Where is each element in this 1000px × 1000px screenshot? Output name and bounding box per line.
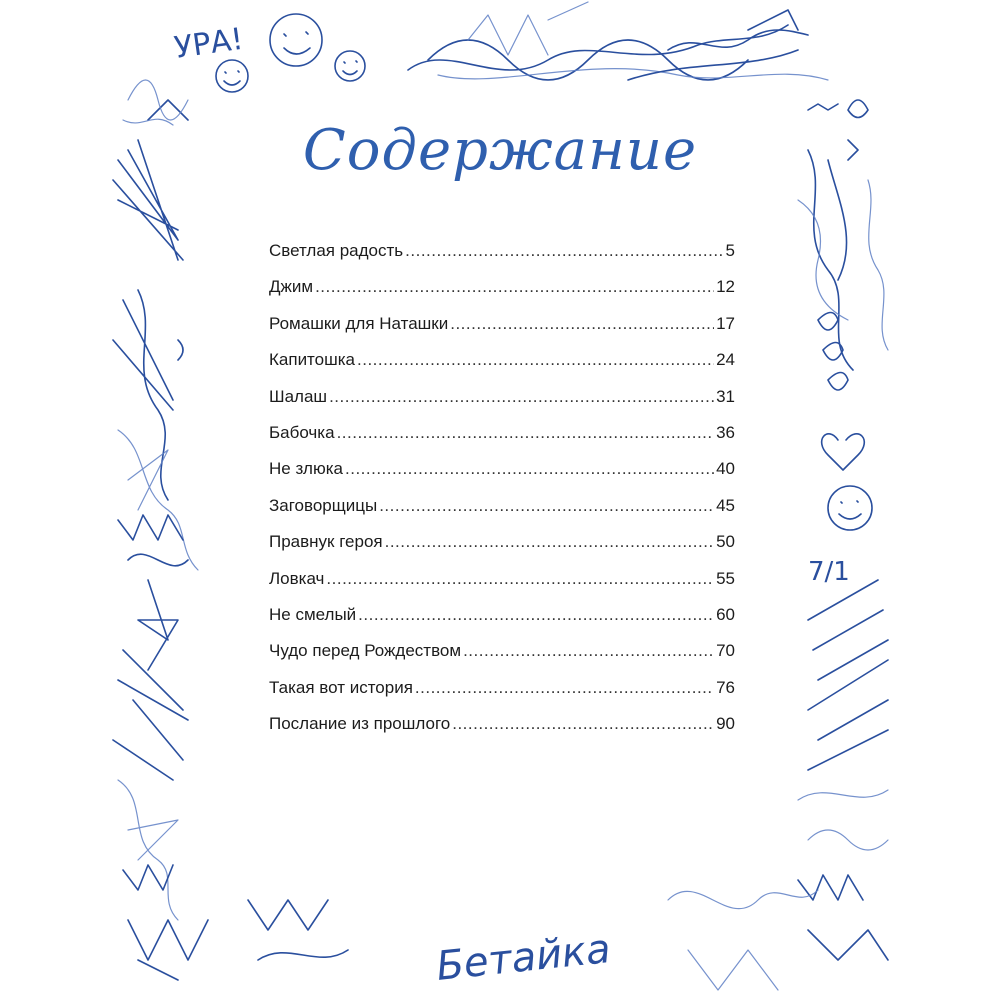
right-scribble-5 xyxy=(798,790,888,850)
heart-doodle xyxy=(822,434,865,470)
ura-doodle: УРА! xyxy=(172,21,246,66)
toc-entry-title: Не злюка xyxy=(269,459,343,479)
toc-entry-title: Правнук героя xyxy=(269,532,383,552)
toc-entry-page: 40 xyxy=(716,459,735,479)
toc-entry-title: Ромашки для Наташки xyxy=(269,313,449,333)
bottom-scribble-1 xyxy=(248,900,348,960)
toc-leader-dots xyxy=(379,496,714,516)
toc-leader-dots xyxy=(329,387,714,407)
toc-entry[interactable] xyxy=(269,277,735,313)
left-scribble-3 xyxy=(113,290,183,500)
toc-entry[interactable] xyxy=(269,714,735,750)
smiley-face-right xyxy=(839,501,861,519)
toc-leader-dots xyxy=(385,532,714,552)
smiley-face-small xyxy=(224,71,240,85)
toc-entry-page: 31 xyxy=(716,386,735,406)
right-scribble-3 xyxy=(818,313,848,391)
toc-entry[interactable] xyxy=(269,241,735,277)
toc-entry[interactable] xyxy=(269,314,735,350)
toc-entry-title: Не смелый xyxy=(269,604,357,624)
signature-doodle: Бетайка xyxy=(434,925,613,990)
left-scribble-7 xyxy=(118,780,178,920)
toc-leader-dots xyxy=(326,569,714,589)
toc-entry[interactable] xyxy=(269,569,735,605)
toc-leader-dots xyxy=(415,678,714,698)
toc-entry-title: Капитошка xyxy=(269,350,356,370)
toc-entry[interactable] xyxy=(269,678,735,714)
toc-entry[interactable] xyxy=(269,387,735,423)
toc-entry[interactable] xyxy=(269,496,735,532)
toc-entry-title: Такая вот история xyxy=(269,677,413,697)
page-title: Содержание xyxy=(302,118,698,183)
toc-leader-dots xyxy=(452,714,714,734)
toc-entry-page: 36 xyxy=(716,422,735,442)
toc-entry[interactable] xyxy=(269,641,735,677)
smiley-doodle-small xyxy=(216,60,248,92)
toc-entry-page: 5 xyxy=(725,241,735,260)
left-scribble-8 xyxy=(123,865,208,980)
toc-leader-dots xyxy=(345,459,714,479)
left-scribble-5 xyxy=(118,515,188,566)
smiley-face-tiny xyxy=(343,61,357,75)
toc-entry-title: Чудо перед Рождеством xyxy=(269,641,462,661)
toc-entry-page: 24 xyxy=(716,350,735,370)
toc-leader-dots xyxy=(450,314,714,334)
toc-entry-page: 12 xyxy=(716,277,735,297)
table-of-contents xyxy=(269,241,735,750)
bottom-scribble-2 xyxy=(668,890,818,990)
left-scribble-6 xyxy=(113,580,188,780)
right-scribble-4 xyxy=(808,580,888,770)
toc-entry-title: Светлая радость xyxy=(269,241,404,260)
toc-entry-page: 76 xyxy=(716,677,735,697)
toc-entry[interactable] xyxy=(269,423,735,459)
smiley-face xyxy=(284,32,310,54)
toc-leader-dots xyxy=(357,350,714,370)
toc-entry-title: Бабочка xyxy=(269,422,335,442)
top-scribble-3 xyxy=(628,10,808,80)
toc-entry[interactable] xyxy=(269,605,735,641)
toc-entry-title: Послание из прошлого xyxy=(269,714,451,734)
toc-entry[interactable] xyxy=(269,350,735,386)
toc-entry[interactable] xyxy=(269,459,735,495)
toc-entry-page: 17 xyxy=(716,313,735,333)
right-scribble-6 xyxy=(798,875,888,960)
smiley-doodle xyxy=(270,14,322,66)
toc-entry-page: 70 xyxy=(716,641,735,661)
toc-entry-page: 50 xyxy=(716,532,735,552)
toc-entry-page: 90 xyxy=(716,714,735,734)
number-doodle: 7/1 xyxy=(808,557,850,587)
top-scribble xyxy=(408,25,788,80)
left-scribble-4 xyxy=(118,430,198,570)
toc-leader-dots xyxy=(337,423,715,443)
toc-entry-title: Ловкач xyxy=(269,568,325,588)
toc-leader-dots xyxy=(463,641,714,661)
smiley-doodle-tiny xyxy=(335,51,365,81)
toc-entry[interactable] xyxy=(269,532,735,568)
toc-leader-dots xyxy=(358,605,714,625)
toc-entry-title: Шалаш xyxy=(269,386,328,406)
top-squiggle-right xyxy=(808,100,868,118)
smiley-doodle-right xyxy=(828,486,872,530)
toc-entry-page: 60 xyxy=(716,604,735,624)
toc-entry-title: Заговорщицы xyxy=(269,495,378,515)
toc-entry-title: Джим xyxy=(269,277,314,297)
toc-leader-dots xyxy=(315,277,714,297)
toc-entry-page: 55 xyxy=(716,568,735,588)
toc-entry-page: 45 xyxy=(716,495,735,515)
toc-leader-dots xyxy=(405,241,723,261)
